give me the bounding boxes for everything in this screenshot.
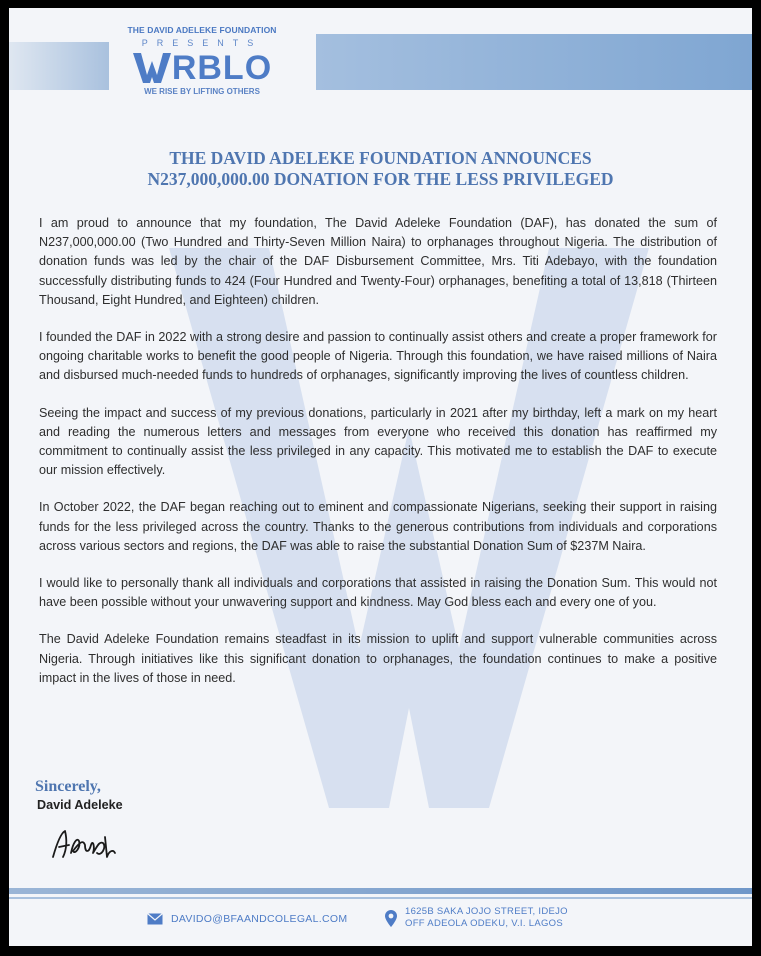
logo-text: RBLO xyxy=(171,49,273,87)
paragraph: I am proud to announce that my foundation, The David Adeleke Foundation (DAF), has donated the sum of N237,000,000.00 (Two Hundred and Thirty-Seven Million Naira) to orphanages throughout Nigeria. The distribution of donation funds was led by the chair of the DAF Disbursement Committee, Mrs. Titi Adebayo, with the foundation successfully distributing funds to 424 (Four Hundred and Twenty-Four) orphanages, benefiting a total of 13,818 (Thirteen Thousand, Eight Hundred, and Eighteen) children. xyxy=(39,216,717,307)
address-line-1: 1625B SAKA JOJO STREET, IDEJO xyxy=(405,906,568,917)
paragraph: In October 2022, the DAF began reaching out to eminent and compassionate Nigerians, seeking their support in raising funds for the less privileged across the country. Thanks to the generous contributions from individuals and corporations across various sectors and regions, the DAF was able to raise the substantial Donation Sum of $237M Naira. xyxy=(39,500,717,553)
footer-email[interactable] xyxy=(147,913,347,925)
letter-page xyxy=(9,8,752,946)
location-pin-icon xyxy=(385,910,397,927)
title-line-1: THE DAVID ADELEKE FOUNDATION ANNOUNCES xyxy=(169,148,592,168)
paragraph: Seeing the impact and success of my previous donations, particularly in 2021 after my birthday, left a mark on my heart and reading the numerous letters and messages from everyone who received this donation has reaffirmed my commitment to continually assist the less privileged in any capacity. This motivated me to establish the DAF to execute our mission effectively. xyxy=(39,405,717,478)
paragraph: I would like to personally thank all individuals and corporations that assisted in raising the Donation Sum. This would not have been possible without your unwavering support and kindness. May God bless each and every one of you. xyxy=(39,576,717,610)
w-logo-icon xyxy=(132,51,172,85)
footer-address xyxy=(385,906,568,930)
footer-divider xyxy=(9,888,752,894)
paragraph: I founded the DAF in 2022 with a strong desire and passion to continually assist others and create a proper framework for ongoing charitable works to benefit the good people of Nigeria. Through this foundation, we have raised millions of Naira and disbursed much-needed funds to hundreds of orphanages, significantly improving the lives of countless children. xyxy=(39,330,717,383)
brand-logo-block xyxy=(117,25,287,96)
announcement-title xyxy=(29,148,732,190)
header-band-right xyxy=(316,34,752,90)
email-text[interactable]: DAVIDO@BFAANDCOLEGAL.COM xyxy=(171,913,348,925)
tagline: WE RISE BY LIFTING OTHERS xyxy=(144,87,260,96)
paragraph: The David Adeleke Foundation remains steadfast in its mission to uplift and support vulnerable communities across Nigeria. Through initiatives like this significant donation to orphanages, the foundation continues to make a positive impact in the lives of those in need. xyxy=(39,632,717,685)
signer-name: David Adeleke xyxy=(37,798,123,812)
address-line-2: OFF ADEOLA ODEKU, V.I. LAGOS xyxy=(405,918,563,929)
closing-sincerely: Sincerely, xyxy=(35,778,101,795)
header-band-left xyxy=(9,42,109,90)
letter-body xyxy=(39,214,717,706)
handwritten-signature xyxy=(49,823,119,865)
address-text xyxy=(405,906,568,930)
email-icon xyxy=(147,913,163,925)
footer-divider-thin xyxy=(9,897,752,899)
title-line-2: N237,000,000.00 DONATION FOR THE LESS PRIVILEGED xyxy=(147,169,614,189)
presents-label: PRESENTS xyxy=(141,38,263,48)
foundation-name: THE DAVID ADELEKE FOUNDATION xyxy=(127,25,277,35)
wrblo-logo xyxy=(117,50,287,86)
